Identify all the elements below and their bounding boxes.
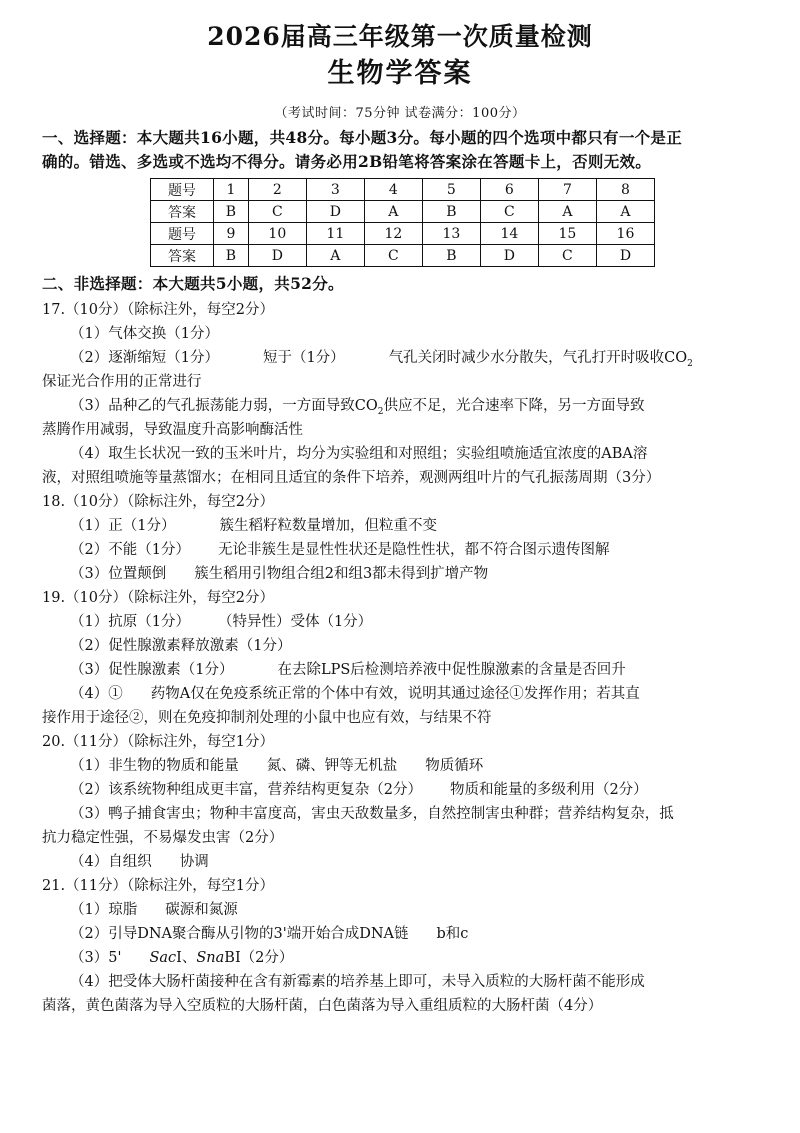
- q20-part3: （3）鸭子捕食害虫；物种丰富度高，害虫天敌数量多，自然控制害虫种群；营养结构复杂，抵: [70, 806, 674, 822]
- table-cell: D: [596, 245, 654, 267]
- section1-heading-line1: 一、选择题：本大题共16小题，共48分。每小题3分。每小题的四个选项中都只有一个是正: [42, 128, 683, 147]
- table-cell: B: [422, 201, 480, 223]
- q19-part3-a: （3）促性腺激素（1分）: [70, 662, 234, 678]
- q21-enzyme-sac-suffix: I、: [176, 950, 197, 966]
- table-cell: C: [538, 245, 596, 267]
- q20-head: 20.（11分）（除标注外，每空1分）: [42, 734, 274, 750]
- q19-part1: [70, 611, 372, 633]
- q19-part3: [70, 659, 626, 681]
- table-row: [151, 201, 655, 223]
- q17-part2-a: （2）逐渐缩短（1分）: [70, 350, 219, 366]
- q21-enzyme-sac: Sac: [149, 950, 177, 966]
- q21-part1-a: （1）琼脂: [70, 902, 138, 918]
- table-cell: 4: [364, 179, 422, 201]
- table-cell: 15: [538, 223, 596, 245]
- q17-part2-b: 短于（1分）: [262, 350, 345, 366]
- table-cell: A: [306, 245, 364, 267]
- table-cell: C: [364, 245, 422, 267]
- table-cell: D: [480, 245, 538, 267]
- table-cell: A: [364, 201, 422, 223]
- table-cell: 2: [248, 179, 306, 201]
- q17-part3-cont: 蒸腾作用减弱，导致温度升高影响酶活性: [42, 422, 303, 438]
- table-cell: 题号: [151, 223, 214, 245]
- section1-heading-line2: 确的。错选、多选或不选均不得分。请务必用2B铅笔将答案涂在答题卡上，否则无效。: [42, 152, 652, 171]
- q20-part2: [70, 779, 648, 801]
- q20-part4: [70, 851, 209, 873]
- q21-enzyme-sna: Sna: [196, 950, 225, 966]
- q17-part2-cont: 保证光合作用的正常进行: [42, 374, 202, 390]
- table-cell: 1: [214, 179, 249, 201]
- table-cell: 9: [214, 223, 249, 245]
- q17-part3-b: 供应不足，光合速率下降，另一方面导致: [383, 398, 645, 414]
- q20-part4-a: （4）自组织: [70, 854, 152, 870]
- table-cell: 3: [306, 179, 364, 201]
- q19-part4-b: 药物A仅在免疫系统正常的个体中有效，说明其通过途径①发挥作用；若其直: [150, 686, 640, 702]
- table-cell: 答案: [151, 245, 214, 267]
- q18-part1-b: 簇生稻籽粒数量增加，但粒重不变: [219, 518, 437, 534]
- q19-part4-a: （4）①: [70, 686, 123, 702]
- answer-table: [150, 178, 655, 267]
- table-row: [151, 179, 655, 201]
- q18-head: 18.（10分）（除标注外，每空2分）: [42, 494, 274, 510]
- q17-part3-sub: 2: [377, 406, 384, 417]
- table-cell: A: [596, 201, 654, 223]
- table-cell: 10: [248, 223, 306, 245]
- table-cell: 12: [364, 223, 422, 245]
- q20-part1-a: （1）非生物的物质和能量: [70, 758, 239, 774]
- q21-part2: [70, 923, 468, 945]
- q17-part1: （1）气体交换（1分）: [70, 326, 219, 342]
- q18-part1: [70, 515, 437, 537]
- table-cell: A: [538, 201, 596, 223]
- table-cell: D: [306, 201, 364, 223]
- q21-part2-b: b和c: [436, 926, 469, 942]
- q20-part2-a: （2）该系统物种组成更丰富，营养结构更复杂（2分）: [70, 782, 422, 798]
- table-cell: 答案: [151, 201, 214, 223]
- exam-info: （考试时间：75分钟 试卷满分：100分）: [274, 106, 526, 121]
- q19-part4: [70, 683, 640, 705]
- table-cell: 16: [596, 223, 654, 245]
- q17-part4: （4）取生长状况一致的玉米叶片，均分为实验组和对照组；实验组喷施适宜浓度的ABA溶: [70, 446, 648, 462]
- q17-part3-a: （3）品种乙的气孔振荡能力弱，一方面导致CO: [70, 398, 378, 414]
- q19-head: 19.（10分）（除标注外，每空2分）: [42, 590, 274, 606]
- q21-part4: （4）把受体大肠杆菌接种在含有新霉素的培养基上即可，未导入质粒的大肠杆菌不能形成: [70, 974, 645, 990]
- section2-heading: 二、非选择题：本大题共5小题，共52分。: [42, 274, 344, 293]
- document-subtitle: 生物学答案: [327, 58, 473, 89]
- q18-part3: [70, 563, 488, 585]
- table-cell: D: [248, 245, 306, 267]
- table-row: [151, 223, 655, 245]
- table-cell: 8: [596, 179, 654, 201]
- table-cell: C: [248, 201, 306, 223]
- table-cell: B: [214, 201, 249, 223]
- table-cell: B: [422, 245, 480, 267]
- q21-part4-cont: 菌落，黄色菌落为导入空质粒的大肠杆菌，白色菌落为导入重组质粒的大肠杆菌（4分）: [42, 998, 603, 1014]
- q21-head: 21.（11分）（除标注外，每空1分）: [42, 878, 274, 894]
- q19-part4-cont: 接作用于途径②，则在免疫抑制剂处理的小鼠中也应有效，与结果不符: [42, 710, 492, 726]
- table-cell: 13: [422, 223, 480, 245]
- q18-part3-b: 簇生稻用引物组合组2和组3都未得到扩增产物: [194, 566, 489, 582]
- q19-part3-b: 在去除LPS后检测培养液中促性腺激素的含量是否回升: [277, 662, 626, 678]
- table-cell: B: [214, 245, 249, 267]
- section1-heading: [42, 126, 772, 174]
- q19-part2: （2）促性腺激素释放激素（1分）: [70, 638, 292, 654]
- table-cell: C: [480, 201, 538, 223]
- q21-part2-a: （2）引导DNA聚合酶从引物的3'端开始合成DNA链: [70, 926, 409, 942]
- q19-part1-b: （特异性）受体（1分）: [217, 614, 373, 630]
- q20-part1: [70, 755, 483, 777]
- q21-part3-a: （3）5': [70, 950, 122, 966]
- q20-part3-cont: 抗力稳定性强，不易爆发虫害（2分）: [42, 830, 284, 846]
- table-row: [151, 245, 655, 267]
- table-cell: 题号: [151, 179, 214, 201]
- q20-part4-b: 协调: [179, 854, 209, 870]
- table-cell: 14: [480, 223, 538, 245]
- q21-enzyme-sna-suffix: BI（2分）: [224, 950, 294, 966]
- q21-part1-b: 碳源和氮源: [165, 902, 238, 918]
- q17-part2: [70, 347, 693, 369]
- q18-part3-a: （3）位置颠倒: [70, 566, 167, 582]
- q17-part4-cont: 液，对照组喷施等量蒸馏水；在相同且适宜的条件下培养，观测两组叶片的气孔振荡周期（3分）: [42, 470, 661, 486]
- q17-part3: [70, 395, 644, 417]
- q20-part2-b: 物质和能量的多级利用（2分）: [449, 782, 648, 798]
- q21-part3: [70, 947, 293, 969]
- table-cell: 11: [306, 223, 364, 245]
- table-cell: 6: [480, 179, 538, 201]
- table-cell: 7: [538, 179, 596, 201]
- q17-head: 17.（10分）（除标注外，每空2分）: [42, 302, 274, 318]
- q19-part1-a: （1）抗原（1分）: [70, 614, 190, 630]
- q20-part1-b: 氮、磷、钾等无机盐: [266, 758, 398, 774]
- q18-part2: [70, 539, 609, 561]
- q20-part1-c: 物质循环: [425, 758, 484, 774]
- document-title: 2026届高三年级第一次质量检测: [207, 22, 593, 51]
- q21-part1: [70, 899, 238, 921]
- q17-part2-sub: 2: [687, 358, 693, 369]
- table-cell: 5: [422, 179, 480, 201]
- q17-part2-c: 气孔关闭时减少水分散失，气孔打开时吸收CO: [388, 350, 688, 366]
- q18-part2-a: （2）不能（1分）: [70, 542, 190, 558]
- q18-part1-a: （1）正（1分）: [70, 518, 176, 534]
- q18-part2-b: 无论非簇生是显性性状还是隐性性状，都不符合图示遗传图解: [217, 542, 610, 558]
